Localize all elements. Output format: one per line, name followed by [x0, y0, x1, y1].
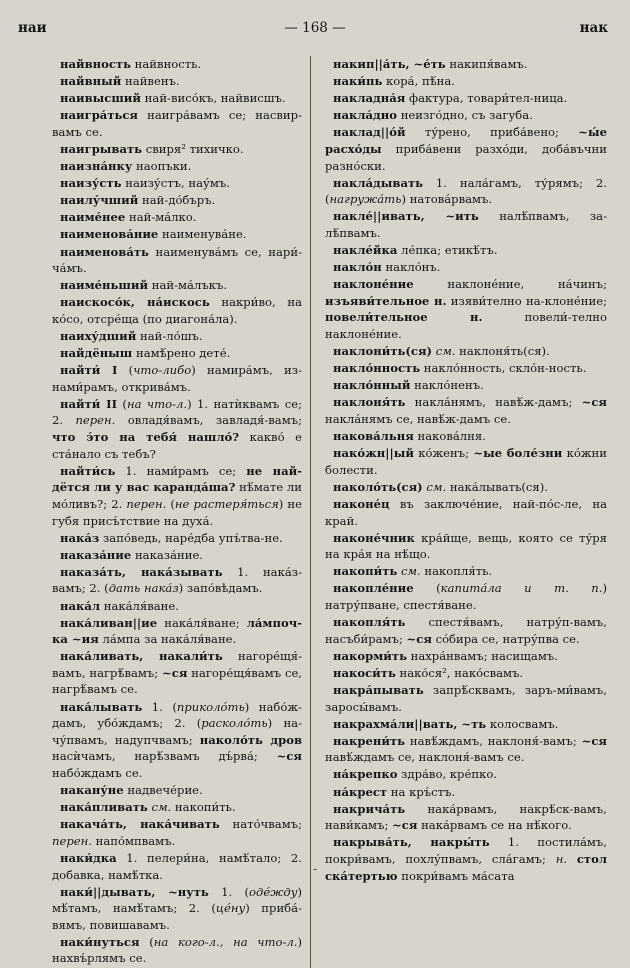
entry-text: наопъки.	[132, 159, 192, 174]
dictionary-entry	[325, 563, 607, 580]
entry-headword: наконе́ц	[333, 496, 390, 511]
entry-text: 1. пелери́на, намѣ́тало; 2. добавка, намѣ́тка.	[52, 850, 302, 882]
entry-label: перен.	[126, 496, 167, 511]
entry-text: нака́ля́ване.	[100, 598, 179, 613]
entry-label: перен.	[75, 413, 116, 428]
entry-headword: накова́льня	[333, 429, 414, 444]
footer-mark: -	[312, 862, 318, 876]
entry-headword: наклоня́ть	[333, 395, 406, 410]
entry-headword: накопля́ть	[333, 615, 406, 630]
dictionary-entry	[325, 496, 607, 529]
entry-text: наказа́ние.	[131, 547, 203, 562]
dictionary-entry	[325, 276, 607, 342]
entry-label: см.	[151, 800, 172, 815]
entry-text: 1. нала́гамъ, ту́рямъ; 2. (	[325, 175, 607, 207]
entry-headword: что э́то на тебя́ нашло́?	[52, 430, 240, 445]
dictionary-entry	[52, 598, 302, 615]
entry-text: наизу́стъ, нау́мъ.	[121, 176, 230, 191]
entry-text: насѝчамъ, нарѣ́звамъ дъ́рва́;	[52, 749, 277, 764]
entry-headword: на́крепко	[333, 767, 398, 782]
entry-headword: найвность	[60, 57, 131, 71]
entry-headword: наивысший	[60, 91, 141, 106]
entry-text: наигра́вамъ се; насвир-вамъ се.	[52, 108, 302, 139]
entry-text: най-ло́шъ.	[136, 329, 203, 343]
entry-text: кра́йще, вещь, която се ту́ря на кра́я на нѣ́що.	[325, 530, 607, 562]
dictionary-entry	[325, 259, 607, 276]
entry-headword: накла́дно	[333, 108, 398, 123]
entry-headword: наказа́ние	[60, 547, 132, 562]
entry-text: ) 1. натѝквамъ се; 2.	[52, 396, 303, 428]
entry-label: приколо́ть	[176, 699, 245, 714]
entry-text: накипя́вамъ.	[445, 57, 528, 71]
dictionary-entry	[52, 530, 302, 547]
entry-text: наклоня́ть(ся).	[455, 344, 550, 359]
entry-headword: найти́ I	[60, 363, 118, 378]
entry-headword: нака́ливать, накали́ть	[60, 649, 223, 664]
entry-text: колосвамъ.	[486, 716, 559, 731]
entry-headword: ~ся	[581, 395, 607, 410]
entry-text: кора́, пѣ́на.	[382, 74, 455, 89]
entry-text: ) приба́-вямъ, повишавамъ.	[52, 901, 302, 932]
dictionary-entry	[325, 90, 607, 107]
entry-text: нака́лывать(ся).	[446, 479, 548, 494]
entry-headword: наизна́нку	[60, 159, 133, 174]
entry-text: накло́нность, скло́н-ность.	[420, 361, 587, 376]
dictionary-entry	[52, 73, 302, 90]
entry-label: см.	[400, 564, 421, 579]
dictionary-columns	[12, 56, 618, 968]
entry-text: ко́женъ;	[413, 446, 474, 461]
entry-headword: накло́нность	[333, 361, 421, 376]
entry-label: це́ну	[215, 901, 246, 916]
entry-text: нака́рвамъ се на нѣ́кого.	[417, 818, 572, 833]
dictionary-entry	[325, 716, 607, 733]
entry-headword: ~ся	[392, 818, 418, 833]
entry-text: 1. постила́мъ, покри́вамъ, похлу́пвамъ, сла́гамъ;	[325, 835, 607, 866]
entry-text: навѣ́ждамъ, наклоня́-вамъ;	[405, 733, 582, 748]
entry-headword: изъяви́тельное н.	[325, 293, 447, 308]
entry-headword: накрыва́ть, накры́ть	[333, 835, 490, 850]
entry-headword: накладна́я	[333, 91, 406, 106]
dictionary-entry	[325, 208, 607, 241]
entry-text: неизго́дно, съ загуба.	[397, 108, 533, 123]
entry-text: приба́вени разхо́ди, доба́въчни разно́ски.	[325, 141, 607, 173]
entry-text: какво́ е ста́нало съ тебъ?	[52, 430, 302, 461]
dictionary-entry	[325, 801, 607, 834]
entry-headword: накоси́ть	[333, 665, 396, 680]
column-divider	[310, 56, 311, 968]
dictionary-entry	[52, 699, 302, 782]
entry-text: повели́-телно наклоне́ние.	[325, 310, 608, 341]
entry-text: покри́вамъ ма́сата	[397, 868, 515, 883]
entry-text: на кръ́стъ.	[387, 784, 456, 799]
dictionary-entry	[52, 345, 302, 362]
entry-label: на кого-л., на что-л.	[153, 934, 298, 949]
dictionary-entry	[52, 396, 302, 462]
entry-headword: найти́ II	[60, 396, 117, 411]
entry-text: нако́ся², нако́свамъ.	[395, 665, 524, 680]
entry-headword: найти́сь	[60, 463, 116, 478]
dictionary-entry	[325, 73, 607, 90]
dictionary-entry	[52, 547, 302, 564]
entry-headword: наигрывать	[60, 141, 143, 156]
entry-text: ) не губя присъ́тствие на духа́.	[52, 496, 302, 528]
dictionary-entry	[325, 242, 607, 259]
entry-label: что-либо	[133, 363, 192, 378]
entry-headword: наиме́ньший	[60, 278, 149, 293]
entry-headword: накло́нный	[333, 378, 411, 393]
dictionary-entry	[325, 479, 607, 496]
entry-label: нагружа́ть	[329, 192, 402, 207]
entry-text: ко́жни болести.	[325, 446, 607, 477]
dictionary-entry	[52, 328, 302, 345]
dictionary-entry	[325, 445, 607, 478]
entry-headword: накип||а́ть, ~е́ть	[333, 57, 446, 71]
dictionary-entry	[52, 463, 302, 529]
entry-text: ) натова́рвамъ.	[401, 192, 493, 207]
entry-headword: ~ся	[162, 665, 188, 680]
entry-label: дать нака́з	[108, 581, 179, 596]
entry-text: (	[117, 363, 134, 378]
entry-headword: накопи́ть	[333, 564, 398, 579]
entry-text: ) набо́ж-дамъ, убо́ждамъ; 2. (	[52, 699, 302, 731]
dictionary-entry	[52, 175, 302, 192]
dictionary-entry	[325, 377, 607, 394]
entry-text: со́бира се, натру́пва се.	[431, 631, 580, 646]
dictionary-entry	[52, 615, 302, 648]
dictionary-entry	[325, 580, 607, 613]
entry-label: капита́ла и т. п.	[440, 581, 603, 596]
header-right-catchword: нак	[579, 20, 608, 36]
dictionary-entry	[52, 56, 302, 73]
dictionary-entry	[325, 175, 607, 208]
entry-label: на что-л.	[126, 396, 188, 411]
right-column	[311, 56, 611, 968]
entry-headword: наколо́ть(ся)	[333, 479, 423, 494]
entry-text: накло́ненъ.	[410, 378, 484, 393]
dictionary-entry	[52, 648, 302, 698]
dictionary-entry	[52, 799, 302, 816]
entry-headword: наки́нуться	[60, 934, 140, 949]
entry-text: най-ма́лко.	[125, 210, 197, 225]
entry-headword: наименова́ть	[60, 244, 149, 259]
entry-headword: повели́тельное н.	[325, 310, 483, 325]
entry-headword: наизу́сть	[60, 176, 122, 191]
entry-text: 1. (	[208, 884, 250, 899]
entry-text: запо́ведь, наре́дба упъ́тва-не.	[99, 530, 283, 545]
dictionary-entry	[52, 90, 302, 107]
dictionary-entry	[325, 784, 607, 801]
entry-text: (	[413, 581, 441, 596]
entry-text: накопля́ть.	[420, 564, 493, 579]
entry-text: наименува́не.	[158, 227, 247, 242]
dictionary-entry	[325, 360, 607, 377]
entry-label: не растеря́ться	[174, 496, 279, 511]
dictionary-entry	[52, 141, 302, 158]
entry-label: см.	[435, 344, 456, 359]
entry-headword: не най-дётся ли у вас каранда́ша?	[52, 463, 302, 495]
entry-text: навѣ́ждамъ се, наклоня́-вамъ се.	[325, 750, 525, 765]
dictionary-entry	[325, 530, 607, 563]
entry-headword: накопле́ние	[333, 581, 414, 596]
entry-text: нака́рвамъ, накрѣ́ск-вамъ, нави́камъ;	[325, 801, 607, 833]
entry-text: нака́ля́ване;	[157, 615, 247, 630]
dictionary-entry	[52, 226, 302, 243]
entry-headword: ~ся	[581, 733, 607, 748]
entry-headword: накле́йка	[333, 243, 398, 258]
dictionary-entry	[325, 733, 607, 766]
entry-headword: наиху́дший	[60, 329, 137, 343]
entry-text: ) намира́мъ, из-нами́рамъ, открива́мъ.	[52, 363, 302, 394]
entry-headword: на́крест	[333, 784, 388, 799]
entry-headword: стол ска́тертью	[325, 851, 607, 883]
entry-text: накла́нямъ, навѣ́ж-дамъ;	[405, 395, 582, 410]
entry-text: наименува́мъ се, нари́-ча́мъ.	[52, 244, 302, 276]
entry-text: надвече́рие.	[123, 783, 203, 798]
dictionary-entry	[52, 244, 302, 277]
dictionary-entry	[52, 209, 302, 226]
entry-headword: накра́пывать	[333, 682, 424, 697]
entry-headword: ~ые боле́зни	[473, 446, 563, 461]
dictionary-entry	[325, 766, 607, 783]
dictionary-entry	[325, 343, 607, 360]
entry-text: ) на-чу́пвамъ, надупчвамъ;	[52, 716, 302, 747]
entry-text: здра́во, кре́пко.	[397, 767, 497, 782]
entry-text: накопи́ть.	[171, 800, 236, 815]
entry-text: (	[166, 496, 175, 511]
entry-headword: накло́н	[333, 260, 382, 275]
entry-headword: ~ся	[276, 749, 302, 764]
entry-headword: накану́не	[60, 783, 124, 798]
entry-text: овладя́вамъ, завладя́-вамъ;	[115, 413, 303, 428]
entry-text: напо́мпвамъ.	[91, 833, 176, 848]
entry-text: накри́во, на ко́со, отсре́ща (по диагона́ла).	[52, 295, 302, 326]
entry-text: запрѣ́сквамъ, заръ-ми́вамъ, заросы́вамъ.	[325, 682, 607, 714]
entry-headword: наилу́чший	[60, 193, 139, 208]
entry-headword: накрахма́ли||вать, ~ть	[333, 716, 487, 731]
entry-headword: найдёныш	[60, 346, 133, 361]
entry-headword: накорми́ть	[333, 648, 407, 663]
entry-label: н.	[555, 851, 568, 866]
entry-headword: ~ы́е расхо́ды	[325, 125, 607, 156]
dictionary-entry	[52, 107, 302, 140]
entry-headword: наки́||дывать, ~нуть	[60, 884, 209, 899]
entry-headword: нака́з	[60, 530, 100, 545]
header-left-catchword: наи	[18, 20, 47, 36]
entry-label: перен.	[52, 833, 92, 848]
entry-text: свиря² тихичко.	[142, 141, 244, 156]
dictionary-entry	[52, 816, 302, 849]
entry-text: най-до́бъръ.	[138, 193, 216, 208]
entry-text: найвенъ.	[121, 74, 180, 89]
dictionary-entry	[325, 428, 607, 445]
dictionary-entry	[52, 192, 302, 209]
entry-text: ту́рено, приба́вено;	[405, 125, 579, 140]
entry-text: нѣ́мате ли мо́ливъ?; 2.	[52, 480, 303, 511]
entry-headword: накача́ть, нака́чивать	[60, 817, 220, 832]
entry-headword: наки́дка	[60, 850, 117, 865]
page-header	[12, 18, 618, 42]
entry-label: оде́жду	[249, 884, 298, 899]
entry-text: 1. нака́з-вамъ; 2. (	[52, 564, 302, 596]
entry-text: ) нахвъ́рлямъ се.	[52, 934, 302, 966]
dictionary-entry	[325, 56, 607, 73]
entry-headword: наклоне́ние	[333, 277, 414, 292]
entry-headword: наискосо́к, на́искось	[60, 295, 210, 310]
entry-text: (	[139, 934, 154, 949]
dictionary-entry	[325, 124, 607, 174]
entry-text: наклоне́ние, на́чинъ;	[413, 277, 607, 292]
entry-text: нагоре́щя́-вамъ, нагрѣ́вамъ;	[52, 649, 303, 680]
left-column	[12, 56, 310, 968]
entry-text: найвность.	[130, 57, 202, 71]
entry-headword: накрича́ть	[333, 801, 406, 816]
entry-text: най-висо́къ, найвисшъ.	[141, 91, 286, 106]
entry-text: въ заключе́ние, най-по́с-ле, на край.	[325, 496, 607, 528]
entry-headword: накле́||ивать, ~ить	[333, 209, 479, 224]
entry-text: спестя́вамъ, натру́п-вамъ, насъби́рамъ;	[325, 615, 607, 646]
entry-text: накова́лня.	[413, 429, 486, 444]
dictionary-entry	[325, 107, 607, 124]
entry-headword: наконе́чник	[333, 530, 415, 545]
dictionary-entry	[52, 277, 302, 294]
entry-text: нато́чвамъ;	[219, 817, 302, 832]
entry-text: (	[117, 396, 127, 411]
entry-label: см.	[426, 479, 447, 494]
dictionary-entry	[325, 682, 607, 715]
entry-text: намѣ́рено дете́.	[132, 346, 231, 361]
entry-text: нагоре́щя́вамъ се, нагрѣ́вамъ се.	[52, 665, 302, 697]
page-number: — 168 —	[284, 20, 346, 36]
entry-headword: наклони́ть(ся)	[333, 344, 433, 359]
entry-text: 1. нами́рамъ се;	[115, 463, 247, 478]
entry-headword: наклад||о́й	[333, 125, 406, 140]
entry-headword: нака́л	[60, 598, 101, 613]
dictionary-entry	[325, 614, 607, 647]
dictionary-entry	[325, 648, 607, 665]
dictionary-entry	[52, 782, 302, 799]
entry-text: фактура, товари́тел-ница.	[405, 91, 568, 106]
entry-text: изяви́телно на-клоне́ние;	[446, 293, 607, 308]
dictionary-entry	[52, 934, 302, 967]
entry-headword: нака́ливан||ие	[60, 615, 158, 630]
entry-headword: нака́пливать	[60, 800, 148, 815]
dictionary-entry	[52, 362, 302, 395]
entry-text: най-ма́лъкъ.	[148, 278, 228, 293]
entry-headword: нако́жн||ый	[333, 446, 414, 461]
entry-headword: найвный	[60, 74, 122, 89]
entry-text: нахра́нвамъ; насищамъ.	[406, 648, 558, 663]
dictionary-entry	[52, 884, 302, 934]
dictionary-entry	[325, 394, 607, 427]
dictionary-entry	[52, 564, 302, 597]
entry-headword: накрени́ть	[333, 733, 405, 748]
entry-text: налѣ́пвамъ, за-лѣ́пвамъ.	[325, 209, 608, 240]
entry-headword: наигра́ться	[60, 108, 138, 123]
dictionary-entry	[52, 158, 302, 175]
entry-text: ле́пка; етикѣ́тъ.	[397, 243, 498, 258]
entry-text: накло́нъ.	[381, 260, 441, 275]
entry-text: накла́нямъ се, навѣ́ж-дамъ се.	[325, 411, 511, 426]
entry-headword: нака́лывать	[60, 699, 143, 714]
entry-headword: наиме́нее	[60, 210, 126, 225]
entry-text: ) запо́вѣдамъ.	[178, 581, 263, 596]
entry-text: набо́ждамъ се.	[52, 765, 143, 780]
entry-headword: наколо́ть дров	[199, 732, 302, 747]
entry-headword: наименова́ние	[60, 227, 159, 242]
entry-text: ) мѣ́тамъ, намѣ́тамъ; 2. (	[52, 884, 302, 916]
entry-label: расколо́ть	[201, 716, 268, 731]
entry-headword: наказа́ть, нака́зывать	[60, 564, 223, 579]
entry-text: ) натру́пване, спестя́ване.	[325, 581, 607, 612]
entry-headword: ла́мпоч-ка ~ия	[52, 615, 302, 647]
dictionary-entry	[325, 665, 607, 682]
dictionary-entry	[325, 834, 607, 884]
entry-headword: наки́пь	[333, 74, 383, 89]
entry-text: 1. (	[142, 699, 177, 714]
entry-headword: накла́дывать	[333, 175, 424, 190]
dictionary-entry	[52, 294, 302, 327]
entry-headword: ~ся	[406, 631, 432, 646]
entry-text: ла́мпа за нака́ля́ване.	[98, 632, 237, 647]
